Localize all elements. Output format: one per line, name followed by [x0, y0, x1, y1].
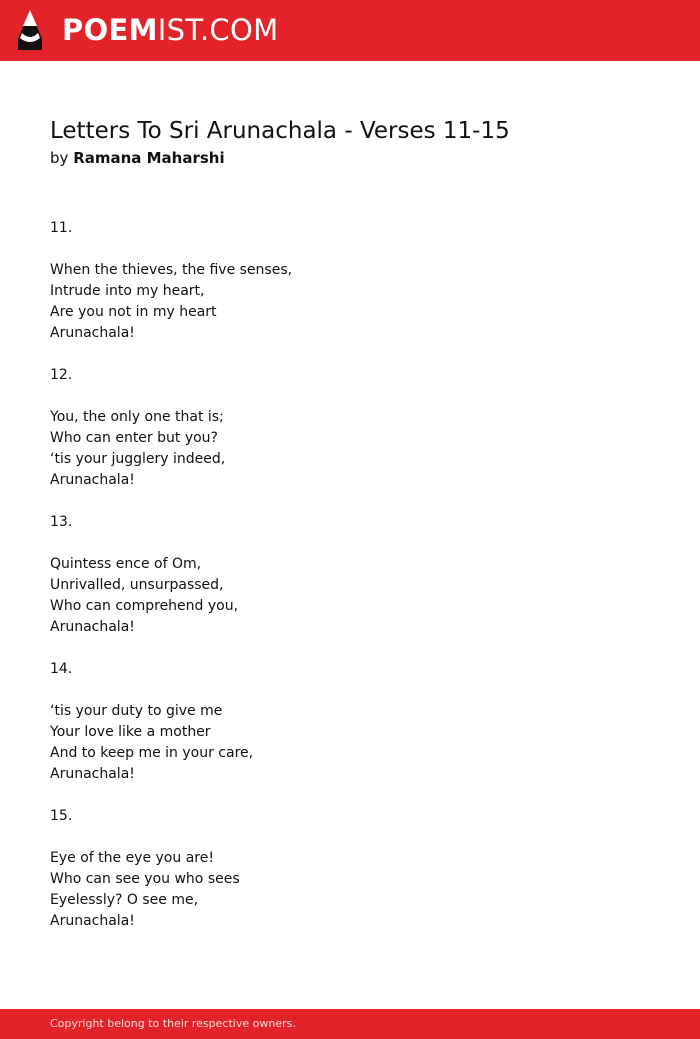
stanza-number: 13.: [50, 514, 73, 530]
byline: [50, 148, 225, 169]
poem-line: Unrivalled, unsurpassed,: [50, 577, 224, 593]
stanza-number: 15.: [50, 808, 73, 824]
stanza-lines: [50, 848, 650, 932]
poem-line: Arunachala!: [50, 619, 135, 635]
stanza: [50, 218, 650, 344]
poem-line: Are you not in my heart: [50, 304, 217, 320]
copyright-notice: Copyright belong to their respective owners.: [50, 1017, 296, 1030]
poem-line: And to keep me in your care,: [50, 745, 254, 761]
site-footer: [0, 1009, 700, 1039]
poem-line: When the thieves, the five senses,: [50, 262, 293, 278]
stanza-lines: [50, 701, 650, 785]
poem-line: Quintess ence of Om,: [50, 556, 202, 572]
poem-line: Intrude into my heart,: [50, 283, 205, 299]
stanza-lines: [50, 554, 650, 638]
poem-body: [50, 218, 650, 953]
by-label: by: [50, 149, 69, 167]
stanza-number: 14.: [50, 661, 73, 677]
stanza-lines: [50, 260, 650, 344]
stanza: [50, 512, 650, 638]
stanza-lines: [50, 407, 650, 491]
logo-text-light: IST.COM: [157, 13, 279, 47]
logo-text-bold: POEM: [62, 13, 158, 47]
poem-line: Who can see you who sees: [50, 871, 240, 887]
stanza: [50, 806, 650, 932]
poem-line: ‘tis your duty to give me: [50, 703, 223, 719]
stanza-number: 11.: [50, 220, 73, 236]
site-header: [0, 0, 700, 61]
stanza: [50, 365, 650, 491]
poem-line: Arunachala!: [50, 325, 135, 341]
poem-line: ‘tis your jugglery indeed,: [50, 451, 226, 467]
poem-title: Letters To Sri Arunachala - Verses 11-15: [50, 118, 510, 144]
poem-line: Arunachala!: [50, 766, 135, 782]
poem-line: Eye of the eye you are!: [50, 850, 214, 866]
site-logo[interactable]: [62, 12, 278, 48]
poem-line: Who can comprehend you,: [50, 598, 239, 614]
stanza: [50, 659, 650, 785]
poem-line: Arunachala!: [50, 472, 135, 488]
poem-line: Who can enter but you?: [50, 430, 218, 446]
stanza-number: 12.: [50, 367, 73, 383]
poem-line: Your love like a mother: [50, 724, 211, 740]
poem-line: Eyelessly? O see me,: [50, 892, 199, 908]
author-name: Ramana Maharshi: [73, 149, 225, 167]
poem-line: You, the only one that is;: [50, 409, 224, 425]
poem-line: Arunachala!: [50, 913, 135, 929]
pencil-tip-icon: [17, 9, 43, 51]
